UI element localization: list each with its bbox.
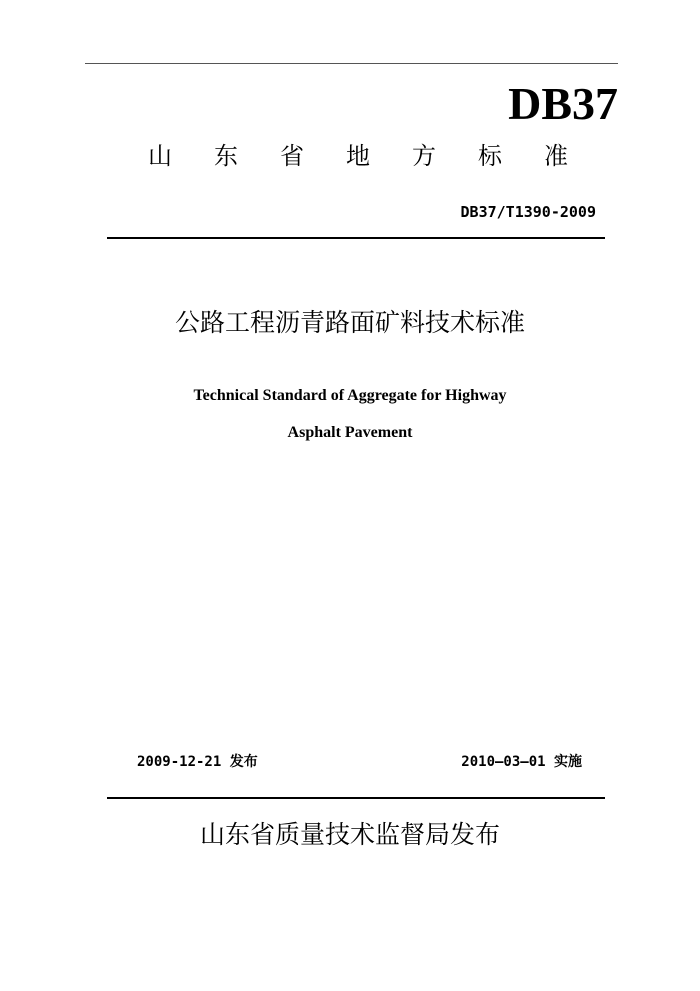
standard-type-char: 准 xyxy=(544,142,568,170)
standard-code-logo: DB37 xyxy=(508,78,618,129)
standard-type-char: 省 xyxy=(280,142,304,170)
standard-number: DB37/T1390-2009 xyxy=(460,203,596,221)
top-divider xyxy=(85,63,618,64)
title-chinese: 公路工程沥青路面矿料技术标准 xyxy=(174,308,525,337)
standard-type-heading xyxy=(148,140,568,172)
issue-date: 2009-12-21 发布 xyxy=(137,754,258,770)
standard-type-char: 方 xyxy=(412,142,436,170)
standard-type-char: 地 xyxy=(346,142,370,170)
publisher: 山东省质量技术监督局发布 xyxy=(199,820,500,849)
implementation-date: 2010—03—01 实施 xyxy=(461,754,582,770)
title-english-line-2: Asphalt Pavement xyxy=(287,424,413,441)
header-divider xyxy=(107,237,605,239)
standard-type-char: 山 xyxy=(148,142,172,170)
standard-type-char: 东 xyxy=(214,142,238,170)
standard-type-char: 标 xyxy=(478,142,502,170)
title-english-line-1: Technical Standard of Aggregate for Highway xyxy=(193,387,507,404)
footer-divider xyxy=(107,797,605,799)
